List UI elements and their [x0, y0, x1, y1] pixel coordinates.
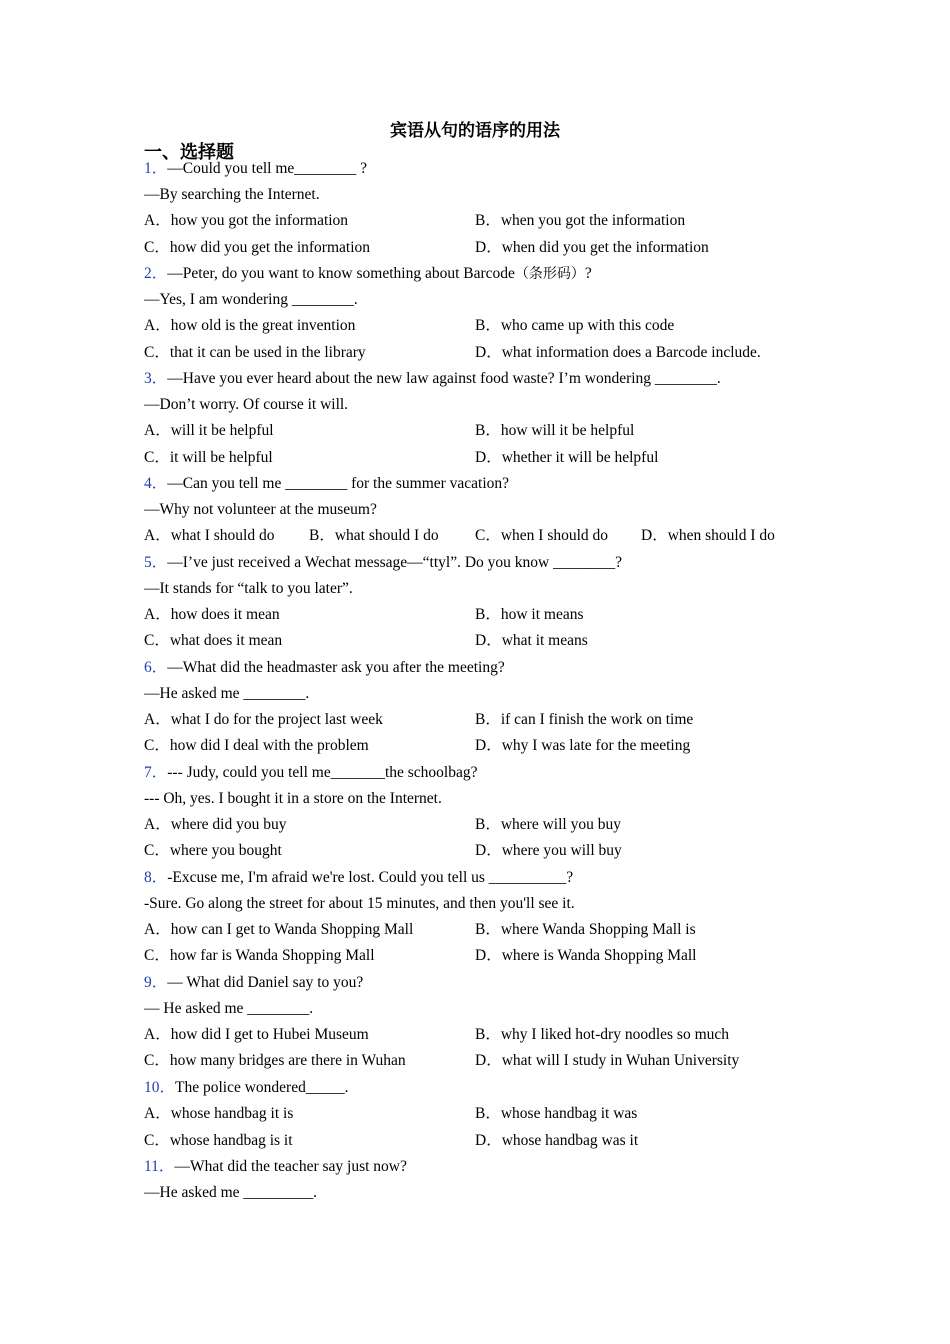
page-title: 宾语从句的语序的用法 [390, 121, 560, 141]
option-a[interactable]: A．where did you buy [144, 816, 287, 833]
question-reply: —By searching the Internet. [144, 186, 320, 203]
option-c[interactable]: C．how many bridges are there in Wuhan [144, 1052, 406, 1069]
question-2 [144, 264, 592, 284]
question-reply: —It stands for “talk to you later”. [144, 580, 353, 597]
option-d[interactable]: D．when should I do [641, 527, 775, 544]
option-a[interactable]: A．how did I get to Hubei Museum [144, 1026, 369, 1043]
question-8 [144, 868, 573, 888]
section-heading: 一、选择题 [144, 142, 234, 163]
option-b[interactable]: B．what should I do [309, 527, 439, 544]
question-10 [144, 1078, 348, 1098]
option-c[interactable]: C．that it can be used in the library [144, 344, 366, 361]
question-number: 6． [144, 659, 168, 676]
option-d[interactable]: D．what will I study in Wuhan University [475, 1052, 740, 1069]
option-a[interactable]: A．how does it mean [144, 606, 280, 623]
question-stem: The police wondered_____. [175, 1079, 349, 1096]
option-b[interactable]: B．how it means [475, 606, 584, 623]
option-c[interactable]: C．when I should do [475, 527, 609, 544]
question-stem: —Can you tell me ________ for the summer vacation? [167, 475, 510, 492]
question-number: 10． [144, 1079, 176, 1096]
question-stem: —I’ve just received a Wechat message—“ttyl”. Do you know ________? [167, 554, 622, 571]
question-reply: —Why not volunteer at the museum? [144, 501, 377, 518]
question-number: 4． [144, 475, 168, 492]
option-d[interactable]: D．where is Wanda Shopping Mall [475, 947, 697, 964]
option-b[interactable]: B．if can I finish the work on time [475, 711, 694, 728]
option-a[interactable]: A．what I should do [144, 527, 275, 544]
question-number: 1． [144, 160, 168, 177]
option-d[interactable]: D．where you will buy [475, 842, 622, 859]
question-number: 11． [144, 1158, 175, 1175]
option-c[interactable]: C．how did I deal with the problem [144, 737, 369, 754]
question-reply: —He asked me ________. [144, 685, 310, 702]
option-b[interactable]: B．where will you buy [475, 816, 621, 833]
option-c[interactable]: C．how far is Wanda Shopping Mall [144, 947, 375, 964]
option-c[interactable]: C．where you bought [144, 842, 282, 859]
question-9 [144, 973, 363, 993]
option-b[interactable]: B．whose handbag it was [475, 1105, 638, 1122]
question-stem: -Excuse me, I'm afraid we're lost. Could you tell us __________? [167, 869, 574, 886]
question-reply: -Sure. Go along the street for about 15 minutes, and then you'll see it. [144, 895, 575, 912]
question-1 [144, 159, 367, 179]
option-d[interactable]: D．when did you get the information [475, 239, 709, 256]
option-a[interactable]: A．what I do for the project last week [144, 711, 383, 728]
question-number: 8． [144, 869, 168, 886]
question-stem: --- Judy, could you tell me_______the schoolbag? [167, 764, 478, 781]
question-7 [144, 763, 478, 783]
question-stem: —Could you tell me________ ? [167, 160, 368, 177]
option-b[interactable]: B．when you got the information [475, 212, 686, 229]
option-c[interactable]: C．it will be helpful [144, 449, 273, 466]
option-a[interactable]: A．how you got the information [144, 212, 349, 229]
question-stem: —What did the teacher say just now? [174, 1158, 407, 1175]
question-5 [144, 553, 622, 573]
question-3 [144, 369, 721, 389]
option-d[interactable]: D．what information does a Barcode include. [475, 344, 761, 361]
option-c[interactable]: C．what does it mean [144, 632, 283, 649]
option-d[interactable]: D．why I was late for the meeting [475, 737, 691, 754]
question-stem-cjk: （条形码） [514, 266, 585, 282]
option-a[interactable]: A．whose handbag it is [144, 1105, 294, 1122]
question-number: 2． [144, 265, 168, 282]
question-number: 7． [144, 764, 168, 781]
option-b[interactable]: B．where Wanda Shopping Mall is [475, 921, 696, 938]
question-number: 3． [144, 370, 168, 387]
option-d[interactable]: D．whether it will be helpful [475, 449, 659, 466]
option-b[interactable]: B．who came up with this code [475, 317, 675, 334]
question-reply: — He asked me ________. [144, 1000, 314, 1017]
question-number: 5． [144, 554, 168, 571]
option-a[interactable]: A．will it be helpful [144, 422, 274, 439]
option-b[interactable]: B．how will it be helpful [475, 422, 635, 439]
question-11 [144, 1157, 407, 1177]
option-a[interactable]: A．how old is the great invention [144, 317, 356, 334]
question-reply: —Yes, I am wondering ________. [144, 291, 358, 308]
option-a[interactable]: A．how can I get to Wanda Shopping Mall [144, 921, 414, 938]
option-c[interactable]: C．how did you get the information [144, 239, 371, 256]
question-stem-end: ? [584, 265, 592, 282]
question-reply: —Don’t worry. Of course it will. [144, 396, 349, 413]
option-d[interactable]: D．what it means [475, 632, 588, 649]
option-c[interactable]: C．whose handbag is it [144, 1132, 293, 1149]
question-stem: —Peter, do you want to know something about Barcode [167, 265, 515, 282]
question-number: 9． [144, 974, 168, 991]
question-6 [144, 658, 505, 678]
option-d[interactable]: D．whose handbag was it [475, 1132, 639, 1149]
question-reply: —He asked me _________. [144, 1184, 318, 1201]
question-stem: — What did Daniel say to you? [167, 974, 364, 991]
option-b[interactable]: B．why I liked hot-dry noodles so much [475, 1026, 730, 1043]
question-stem: —What did the headmaster ask you after the meeting? [167, 659, 505, 676]
question-4 [144, 474, 509, 494]
question-reply: --- Oh, yes. I bought it in a store on the Internet. [144, 790, 442, 807]
question-stem: —Have you ever heard about the new law against food waste? I’m wondering ________. [167, 370, 721, 387]
